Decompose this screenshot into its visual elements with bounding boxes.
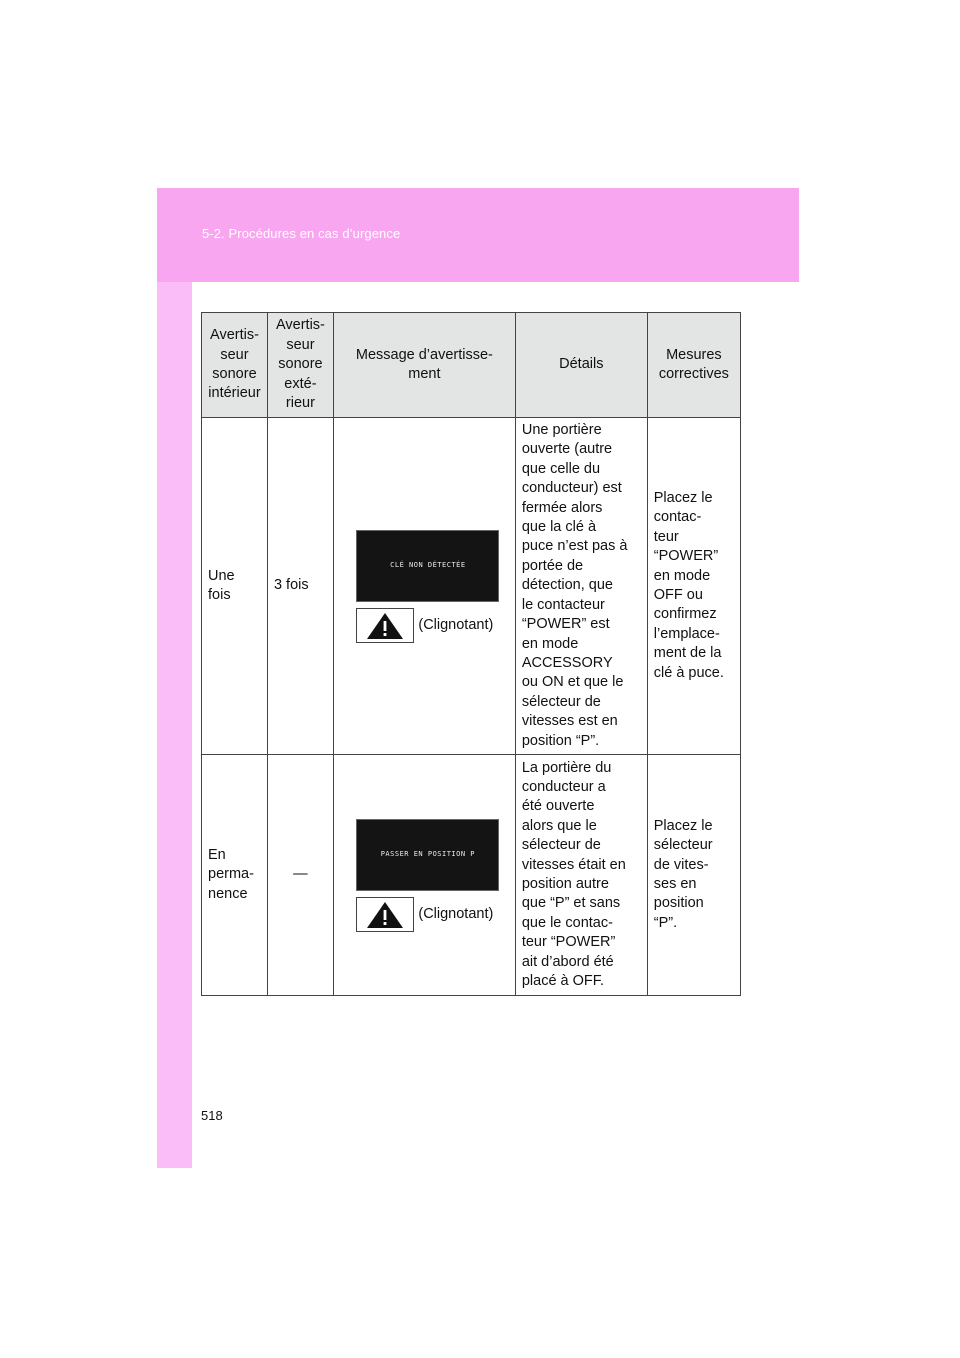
page-number: 518 [201, 1108, 223, 1123]
warning-indicator [356, 608, 414, 643]
table-row [202, 418, 741, 755]
warning-indicator [356, 897, 414, 932]
exterior-buzzer-cell: — [267, 755, 333, 996]
warning-triangle-icon [365, 901, 405, 929]
header-exterior-buzzer: Avertis- seur sonore exté- rieur [267, 313, 333, 418]
header-corrective: Mesures correctives [647, 313, 740, 418]
warning-triangle-icon [365, 612, 405, 640]
warning-message-cell [333, 418, 515, 755]
header-interior-buzzer: Avertis- seur sonore intérieur [202, 313, 268, 418]
display-screen: CLÉ NON DÉTECTÉE [356, 530, 499, 602]
display-screen: PASSER EN POSITION P [356, 819, 499, 891]
side-strip [157, 188, 192, 1168]
corrective-cell: Placez le sélecteur de vites- ses en position “P”. [647, 755, 740, 996]
interior-buzzer-cell: Une fois [202, 418, 268, 755]
header-details: Détails [515, 313, 647, 418]
details-cell: Une portière ouverte (autre que celle du conducteur) est fermée alors que la clé à puce n’est pas à portée de détection, que le contacteur “POWER” est en mode ACCESSORY ou ON et que le sélecteur de vitesses est en position “P”. [515, 418, 647, 755]
blink-label: (Clignotant) [418, 617, 494, 633]
corrective-cell: Placez le contac- teur “POWER” en mode OFF ou confirmez l’emplace- ment de la clé à puce. [647, 418, 740, 755]
warning-message-cell [333, 755, 515, 996]
table-row [202, 755, 741, 996]
warning-table [201, 312, 741, 996]
interior-buzzer-cell: En perma- nence [202, 755, 268, 996]
section-title: 5-2. Procédures en cas d’urgence [202, 226, 401, 241]
table-header-row [202, 313, 741, 418]
exterior-buzzer-cell: 3 fois [267, 418, 333, 755]
blink-label: (Clignotant) [418, 906, 494, 922]
header-warning-message: Message d’avertisse- ment [333, 313, 515, 418]
details-cell: La portière du conducteur a été ouverte alors que le sélecteur de vitesses était en position autre que “P” et sans que le contac- teur “POWER” ait d’abord été placé à OFF. [515, 755, 647, 996]
